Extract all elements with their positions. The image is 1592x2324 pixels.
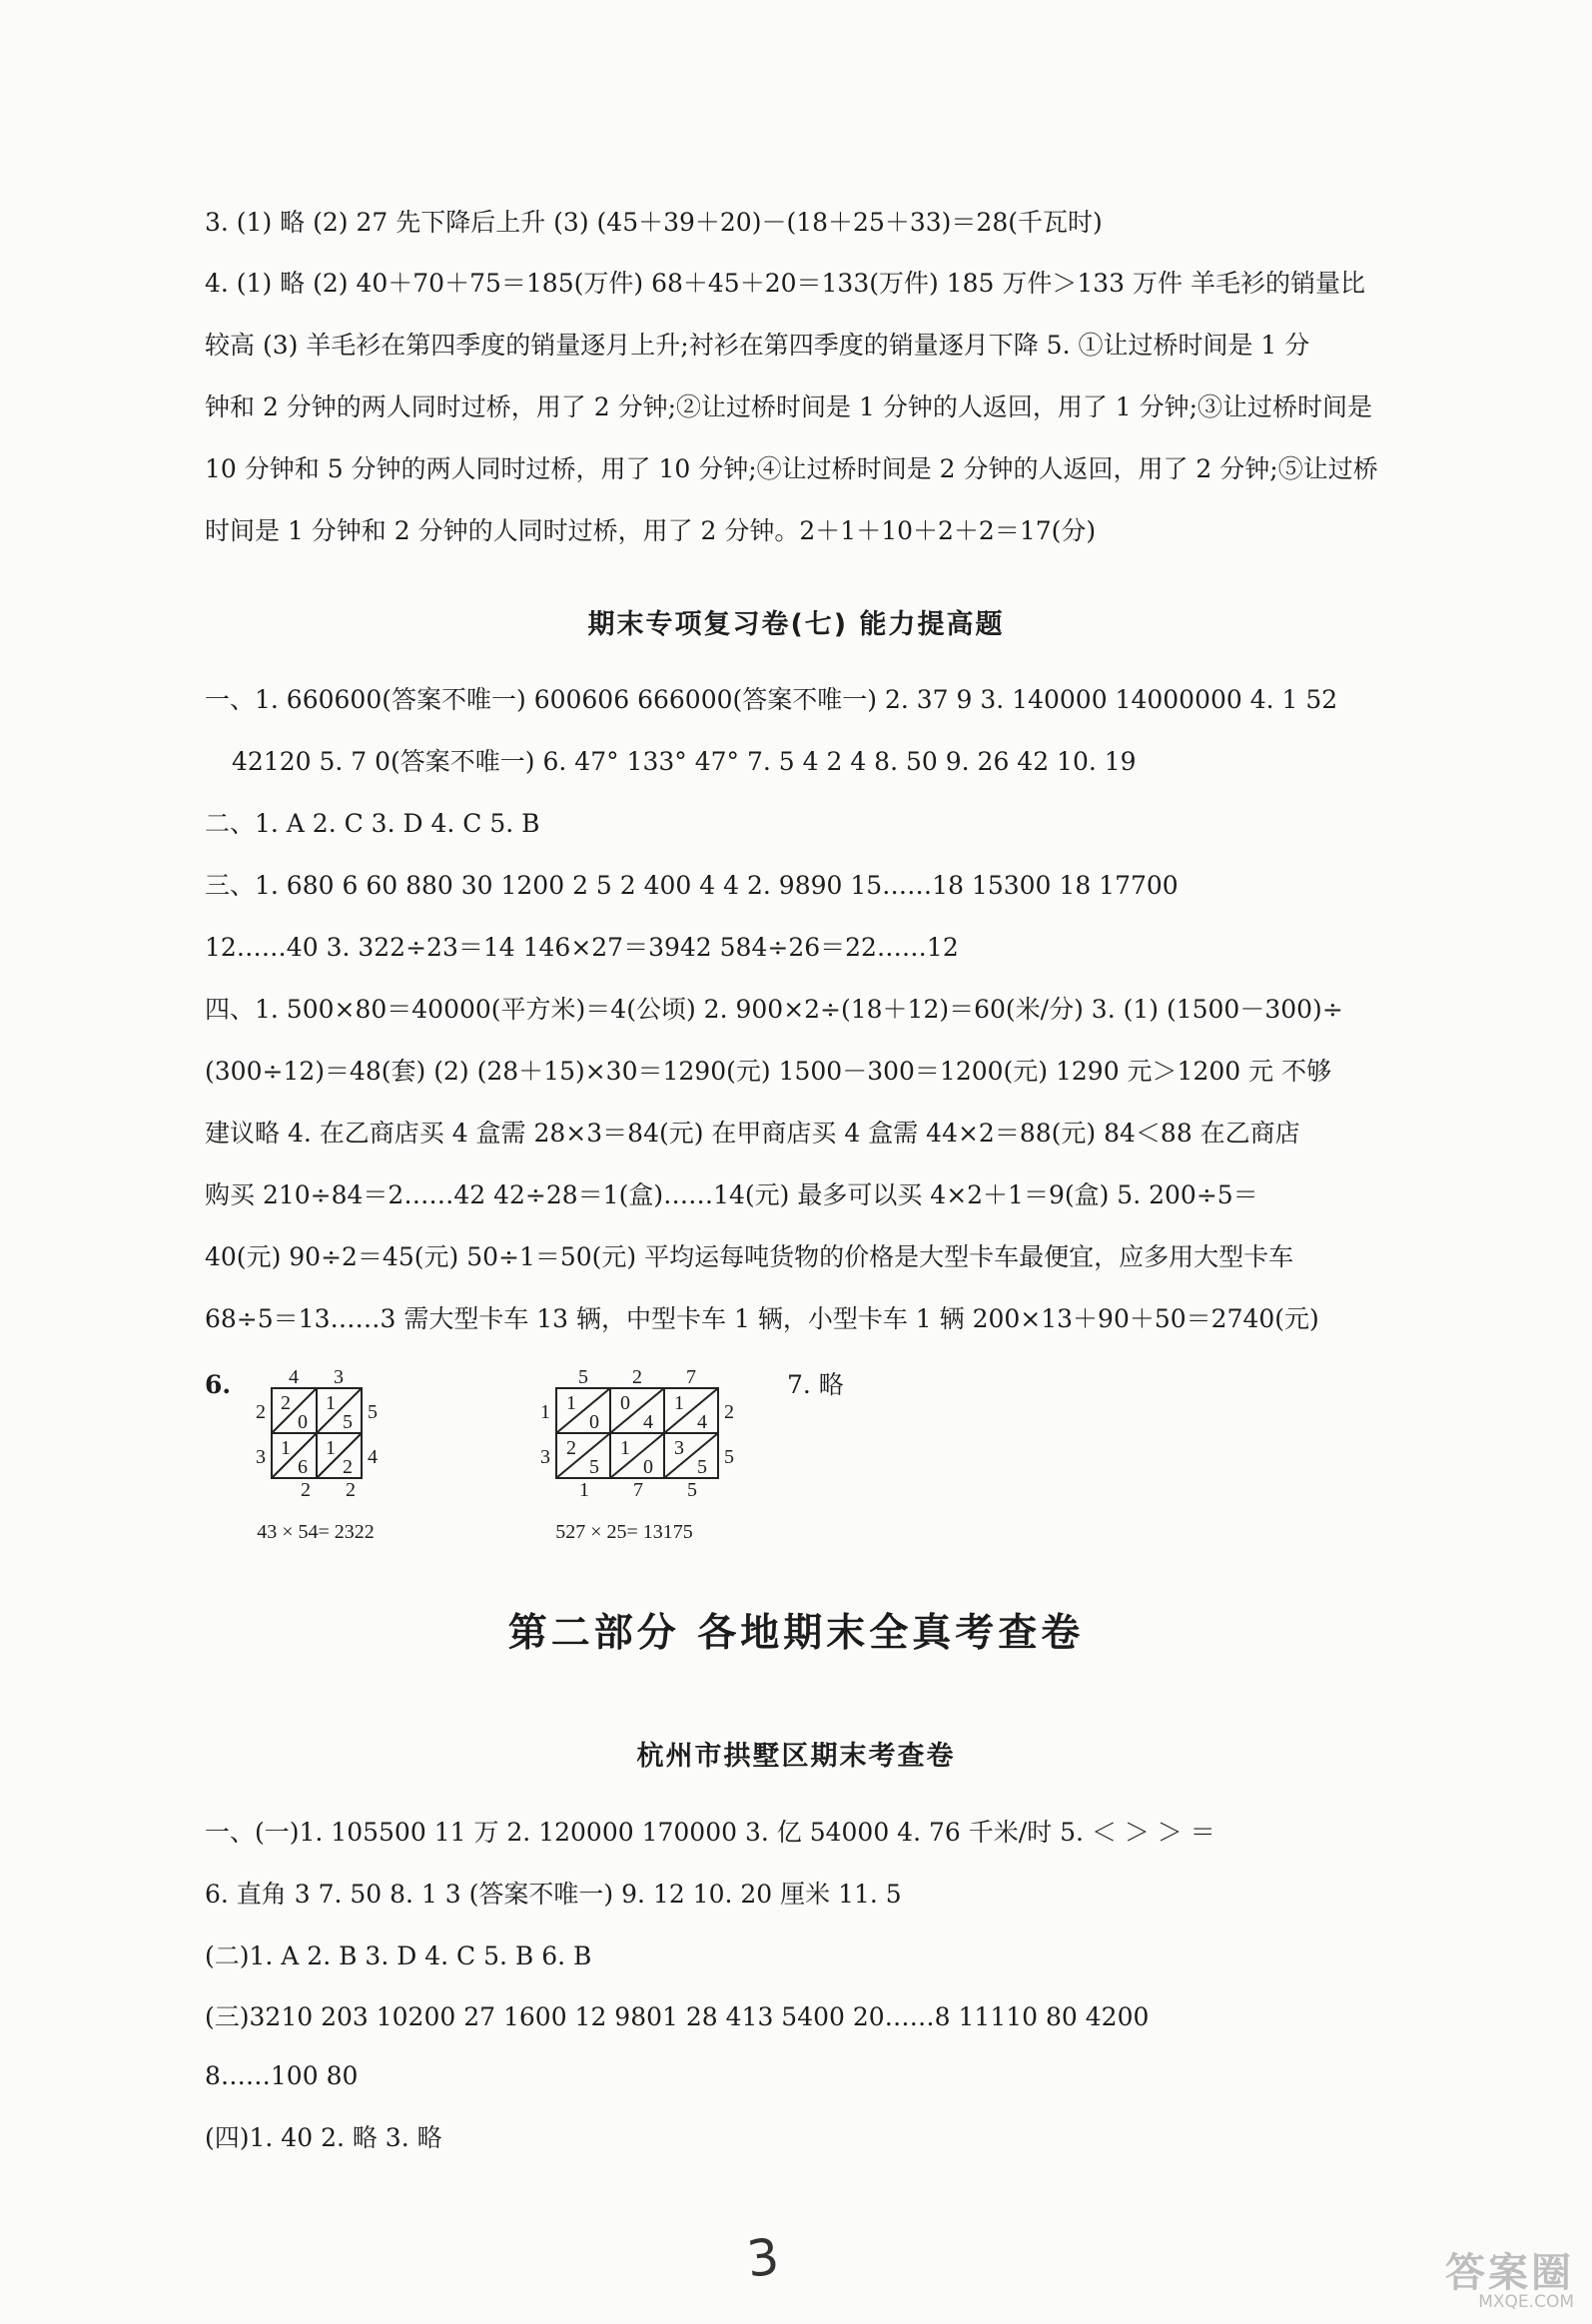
answer-line: 钟和 2 分钟的两人同时过桥，用了 2 分钟;②让过桥时间是 1 分钟的人返回，用了 1 分钟;③让过桥时间是 (205, 392, 1373, 421)
grid-cell-digit: 2 (566, 1437, 576, 1459)
grid-right-digit: 5 (724, 1446, 734, 1468)
grid-cell-digit: 2 (281, 1392, 291, 1414)
lattice-grid-1 (250, 1366, 409, 1546)
grid-top-digit: 3 (334, 1366, 344, 1388)
grid-caption: 527 × 25= 13175 (555, 1521, 693, 1543)
grid-bottom-digit: 5 (687, 1479, 697, 1501)
answer-line: 购买 210÷84＝2……42 42÷28＝1(盒)……14(元) 最多可以买 4×2＋1＝9(盒) 5. 200÷5＝ (205, 1180, 1258, 1209)
grid-cell-digit: 0 (643, 1456, 653, 1478)
grid-cell-digit: 0 (620, 1392, 630, 1414)
grid-cell-digit: 1 (620, 1437, 630, 1459)
grid-top-digit: 2 (632, 1366, 642, 1388)
answer-line: 较高 (3) 羊毛衫在第四季度的销量逐月上升;衬衫在第四季度的销量逐月下降 5. ①让过桥时间是 1 分 (205, 331, 1310, 360)
grid-cell-digit: 5 (589, 1456, 599, 1478)
answer-line: 3. (1) 略 (2) 27 先下降后上升 (3) (45＋39＋20)－(18＋25＋33)＝28(千瓦时) (205, 208, 1103, 237)
grid-top-digit: 7 (686, 1366, 696, 1388)
grid-cell-digit: 1 (326, 1392, 336, 1414)
answer-line: (四)1. 40 2. 略 3. 略 (205, 2123, 442, 2152)
answer-line: 6. 直角 3 7. 50 8. 1 3 (答案不唯一) 9. 12 10. 20 厘米 11. 5 (205, 1880, 902, 1909)
part-title: 第二部分 各地期末全真考查卷 (507, 1611, 1085, 1656)
question-7-answer: 7. 略 (787, 1370, 844, 1399)
lattice-grid-2 (534, 1366, 754, 1546)
answer-line: 42120 5. 7 0(答案不唯一) 6. 47° 133° 47° 7. 5 4 2 4 8. 50 9. 26 42 10. 19 (232, 747, 1137, 776)
grid-cell-digit: 1 (674, 1392, 684, 1414)
grid-top-digit: 4 (289, 1366, 299, 1388)
exam-title: 杭州市拱墅区期末考查卷 (636, 1741, 956, 1772)
grid-cell-digit: 5 (343, 1411, 353, 1433)
watermark-url: MXQE.COM (1478, 2292, 1574, 2312)
grid-bottom-digit: 2 (346, 1479, 356, 1501)
grid-cell-digit: 3 (674, 1437, 684, 1459)
grid-left-digit: 3 (256, 1446, 266, 1468)
answer-line: 一、1. 660600(答案不唯一) 600606 666000(答案不唯一) 2. 37 9 3. 140000 14000000 4. 1 52 (205, 685, 1338, 714)
answer-line: 4. (1) 略 (2) 40＋70＋75＝185(万件) 68＋45＋20＝133(万件) 185 万件＞133 万件 羊毛衫的销量比 (205, 269, 1365, 298)
answer-line: (二)1. A 2. B 3. D 4. C 5. B 6. B (205, 1941, 592, 1970)
grid-bottom-digit: 2 (301, 1479, 311, 1501)
grid-left-digit: 3 (540, 1446, 550, 1468)
answer-line: (300÷12)＝48(套) (2) (28＋15)×30＝1290(元) 1500－300＝1200(元) 1290 元＞1200 元 不够 (205, 1057, 1332, 1086)
grid-cell-digit: 6 (298, 1456, 308, 1478)
grid-right-digit: 4 (368, 1446, 378, 1468)
watermark-logo: 答案圈 (1445, 2250, 1574, 2296)
answer-line: 40(元) 90÷2＝45(元) 50÷1＝50(元) 平均运每吨货物的价格是大型卡车最便宜，应多用大型卡车 (205, 1242, 1294, 1271)
answer-line: 8……100 80 (205, 2061, 359, 2090)
page-number: 3 (744, 2227, 782, 2289)
grid-cell-digit: 5 (697, 1456, 707, 1478)
grid-cell-digit: 0 (298, 1411, 308, 1433)
grid-bottom-digit: 1 (579, 1479, 589, 1501)
grid-top-digit: 5 (578, 1366, 588, 1388)
grid-right-digit: 5 (368, 1401, 378, 1423)
grid-cell-digit: 4 (697, 1411, 707, 1433)
grid-cell-digit: 4 (643, 1411, 653, 1433)
answer-line: 四、1. 500×80＝40000(平方米)＝4(公顷) 2. 900×2÷(18＋12)＝60(米/分) 3. (1) (1500－300)÷ (205, 995, 1343, 1024)
answer-line: 时间是 1 分钟和 2 分钟的人同时过桥，用了 2 分钟。2＋1＋10＋2＋2＝17(分) (205, 516, 1097, 545)
grid-cell-digit: 0 (589, 1411, 599, 1433)
grid-left-digit: 2 (256, 1401, 266, 1423)
answer-line: (三)3210 203 10200 27 1600 12 9801 28 413 5400 20……8 11110 80 4200 (205, 2002, 1150, 2031)
answer-line: 二、1. A 2. C 3. D 4. C 5. B (205, 809, 540, 838)
section-title: 期末专项复习卷(七) 能力提高题 (587, 609, 1005, 640)
grid-bottom-digit: 7 (633, 1479, 643, 1501)
grid-cell-digit: 2 (343, 1456, 353, 1478)
grid-cell-digit: 1 (326, 1437, 336, 1459)
grid-caption: 43 × 54= 2322 (257, 1521, 375, 1543)
grid-right-digit: 2 (724, 1401, 734, 1423)
answer-line: 68÷5＝13……3 需大型卡车 13 辆，中型卡车 1 辆，小型卡车 1 辆 200×13＋90＋50＝2740(元) (205, 1304, 1319, 1333)
grid-cell-digit: 1 (566, 1392, 576, 1414)
grid-left-digit: 1 (540, 1401, 550, 1423)
watermark (1324, 2241, 1574, 2312)
answer-line: 建议略 4. 在乙商店买 4 盒需 28×3＝84(元) 在甲商店买 4 盒需 44×2＝88(元) 84＜88 在乙商店 (205, 1119, 1300, 1148)
answer-line: 一、(一)1. 105500 11 万 2. 120000 170000 3. 亿 54000 4. 76 千米/时 5. ＜ ＞ ＞ ＝ (205, 1818, 1215, 1847)
question-6-label: 6. (205, 1370, 232, 1399)
answer-line: 12……40 3. 322÷23＝14 146×27＝3942 584÷26＝22……12 (205, 933, 959, 962)
grid-cell-digit: 1 (281, 1437, 291, 1459)
answer-line: 三、1. 680 6 60 880 30 1200 2 5 2 400 4 4 2. 9890 15……18 15300 18 17700 (205, 871, 1179, 900)
answer-line: 10 分钟和 5 分钟的两人同时过桥，用了 10 分钟;④让过桥时间是 2 分钟的人返回，用了 2 分钟;⑤让过桥 (205, 454, 1378, 483)
